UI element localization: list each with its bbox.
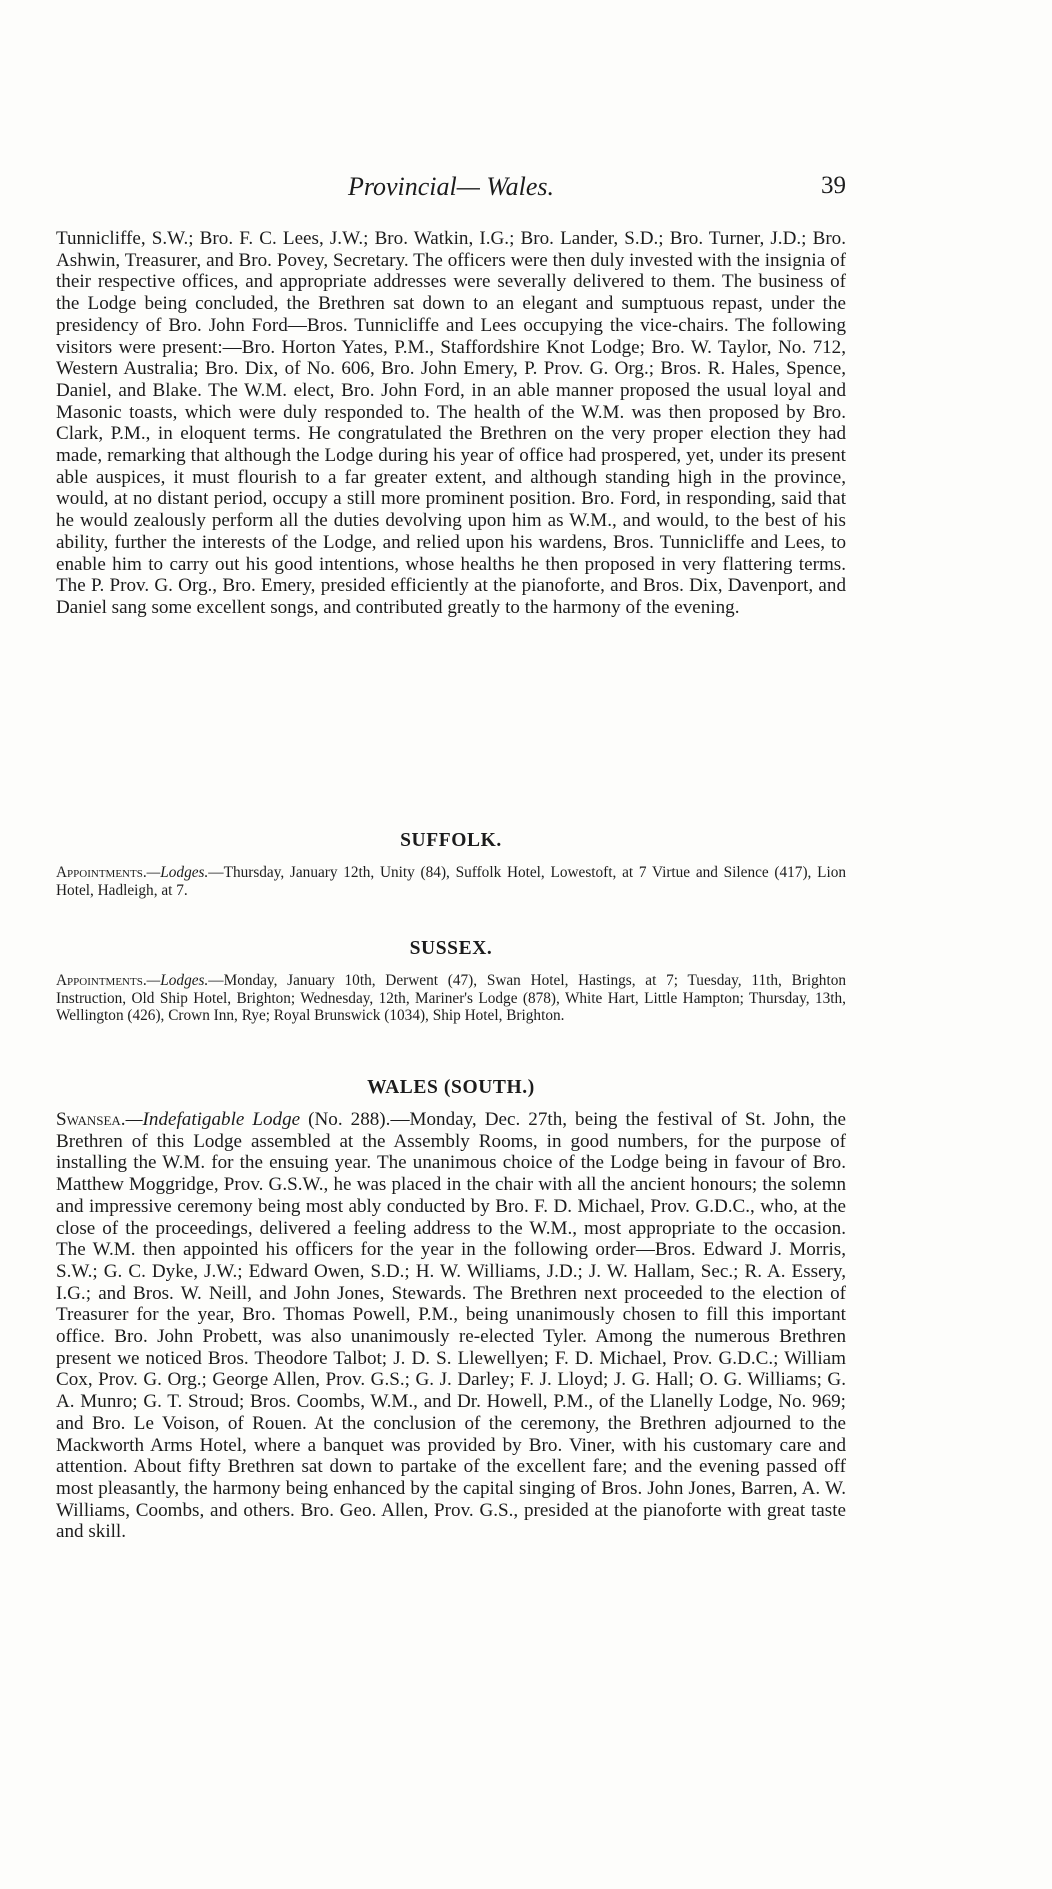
wales-south-paragraph-text: (No. 288).—Monday, Dec. 27th, being the festival of St. John, the Brethren of this Lodge assembled at the Assembly Rooms, in good numbers, for the purpose of installing the W.M. for the ensuing year. The unanimous choice of the Lodge being in favour of Bro. Matthew Moggridge, Prov. G.S.W., he was placed in the chair with all the ancient honours; the solemn and impressive ceremony being most ably conducted by Bro. F. D. Michael, Prov. G.D.C., who, at the close of the proceedings, delivered a feeling address to the W.M., most appropriate to the occasion. The W.M. then appointed his officers for the year in the following order—Bros. Edward J. Morris, S.W.; G. C. Dyke, J.W.; Edward Owen, S.D.; H. W. Williams, J.D.; J. W. Hallam, Sec.; R. A. Essery, I.G.; and Bros. W. Neill, and John Jones, Stewards. The Brethren next proceeded to the election of Treasurer for the year, Bro. Thomas Powell, P.M., being unanimously chosen to fill this important office. Bro. John Probett, was also unanimously re-elected Tyler. Among the numerous Brethren present we noticed Bros. Theodore Talbot; J. D. S. Llewellyen; F. D. Michael, Prov. G.D.C.; William Cox, Prov. G. Org.; George Allen, Prov. G.S.; G. J. Darley; F. J. Lloyd; J. G. Hall; O. G. Williams; G. A. Munro; G. T. Stroud; Bros. Coombs, W.M., and Dr. Howell, P.M., of the Llanelly Lodge, No. 969; and Bro. Le Voison, of Rouen. At the conclusion of the ceremony, the Brethren adjourned to the Mackworth Arms Hotel, where a banquet was provided by Bro. Viner, with his customary care and attention. About fifty Brethren sat down to partake of the excellent fare; and the evening passed off most pleasantly, the harmony being enhanced by the capital singing of Bros. John Jones, Barren, A. W. Williams, Coombs, and others. Bro. Geo. Allen, Prov. G.S., presided at the pianoforte with great taste and skill. bbox=[56, 1109, 846, 1543]
suffolk-appointments-text: —Thursday, January 12th, Unity (84), Suffolk Hotel, Lowestoft, at 7 Virtue and Silence (417), Lion Hotel, Hadleigh, at 7. bbox=[56, 864, 846, 899]
wales-continued-paragraph: Tunnicliffe, S.W.; Bro. F. C. Lees, J.W.; Bro. Watkin, I.G.; Bro. Lander, S.D.; Bro. Turner, J.D.; Bro. Ashwin, Treasurer, and Bro. Povey, Secretary. The officers were then duly invested with the insignia of their respective offices, and appropriate addresses were severally delivered to them. The business of the Lodge being concluded, the Brethren sat down to an elegant and sumptuous repast, under the presidency of Bro. John Ford—Bros. Tunnicliffe and Lees occupying the vice-chairs. The following visitors were present:—Bro. Horton Yates, P.M., Staffordshire Knot Lodge; Bro. W. Taylor, No. 712, Western Australia; Bro. Dix, of No. 606, Bro. John Emery, P. Prov. G. Org.; Bros. R. Hales, Spence, Daniel, and Blake. The W.M. elect, Bro. John Ford, in an able manner proposed the usual loyal and Masonic toasts, which were duly responded to. The health of the W.M. was then proposed by Bro. Clark, P.M., in eloquent terms. He congratulated the Brethren on the very proper election they had made, remarking that although the Lodge during his year of office had prospered, yet, under its present able auspices, it must flourish to a far greater extent, and although standing high in the province, would, at no distant period, occupy a still more prominent position. Bro. Ford, in responding, said that he would zealously perform all the duties devolving upon him as W.M., and would, to the best of his ability, further the interests of the Lodge, and relied upon his wardens, Bros. Tunnicliffe and Lees, to enable him to carry out his good intentions, whose healths he then proposed in very flattering terms. The P. Prov. G. Org., Bro. Emery, presided efficiently at the pianoforte, and Bros. Dix, Davenport, and Daniel sang some excellent songs, and contributed greatly to the harmony of the evening. bbox=[56, 228, 846, 618]
sussex-appointments bbox=[56, 972, 846, 1025]
sussex-appointments-text: —Monday, January 10th, Derwent (47), Swan Hotel, Hastings, at 7; Tuesday, 11th, Brighton Instruction, Old Ship Hotel, Brighton; Wednesday, 12th, Mariner's Lodge (878), White Hart, Little Hampton; Thursday, 13th, Wellington (426), Crown Inn, Rye; Royal Brunswick (1034), Ship Hotel, Brighton. bbox=[56, 972, 846, 1024]
suffolk-heading: SUFFOLK. bbox=[400, 830, 502, 851]
wales-continued-section bbox=[56, 228, 846, 619]
sussex-heading: SUSSEX. bbox=[409, 938, 493, 959]
wales-south-section bbox=[56, 1077, 846, 1543]
sussex-section bbox=[56, 938, 846, 1025]
wales-south-heading: WALES (SOUTH.) bbox=[367, 1077, 535, 1098]
wales-south-lodge-name: —Indefatigable Lodge bbox=[125, 1109, 301, 1130]
wales-south-paragraph bbox=[56, 1109, 846, 1543]
running-head bbox=[56, 168, 846, 208]
running-title: Provincial— Wales. bbox=[347, 172, 555, 201]
page-number: 39 bbox=[821, 172, 846, 199]
suffolk-appointments bbox=[56, 864, 846, 899]
wales-south-place: Swansea. bbox=[56, 1109, 126, 1130]
sussex-lodges-label: —Lodges. bbox=[146, 972, 209, 989]
suffolk-lodges-label: —Lodges. bbox=[146, 864, 209, 881]
suffolk-appointments-label: Appointments. bbox=[56, 864, 147, 881]
sussex-appointments-label: Appointments. bbox=[56, 972, 147, 989]
suffolk-section bbox=[56, 830, 846, 899]
